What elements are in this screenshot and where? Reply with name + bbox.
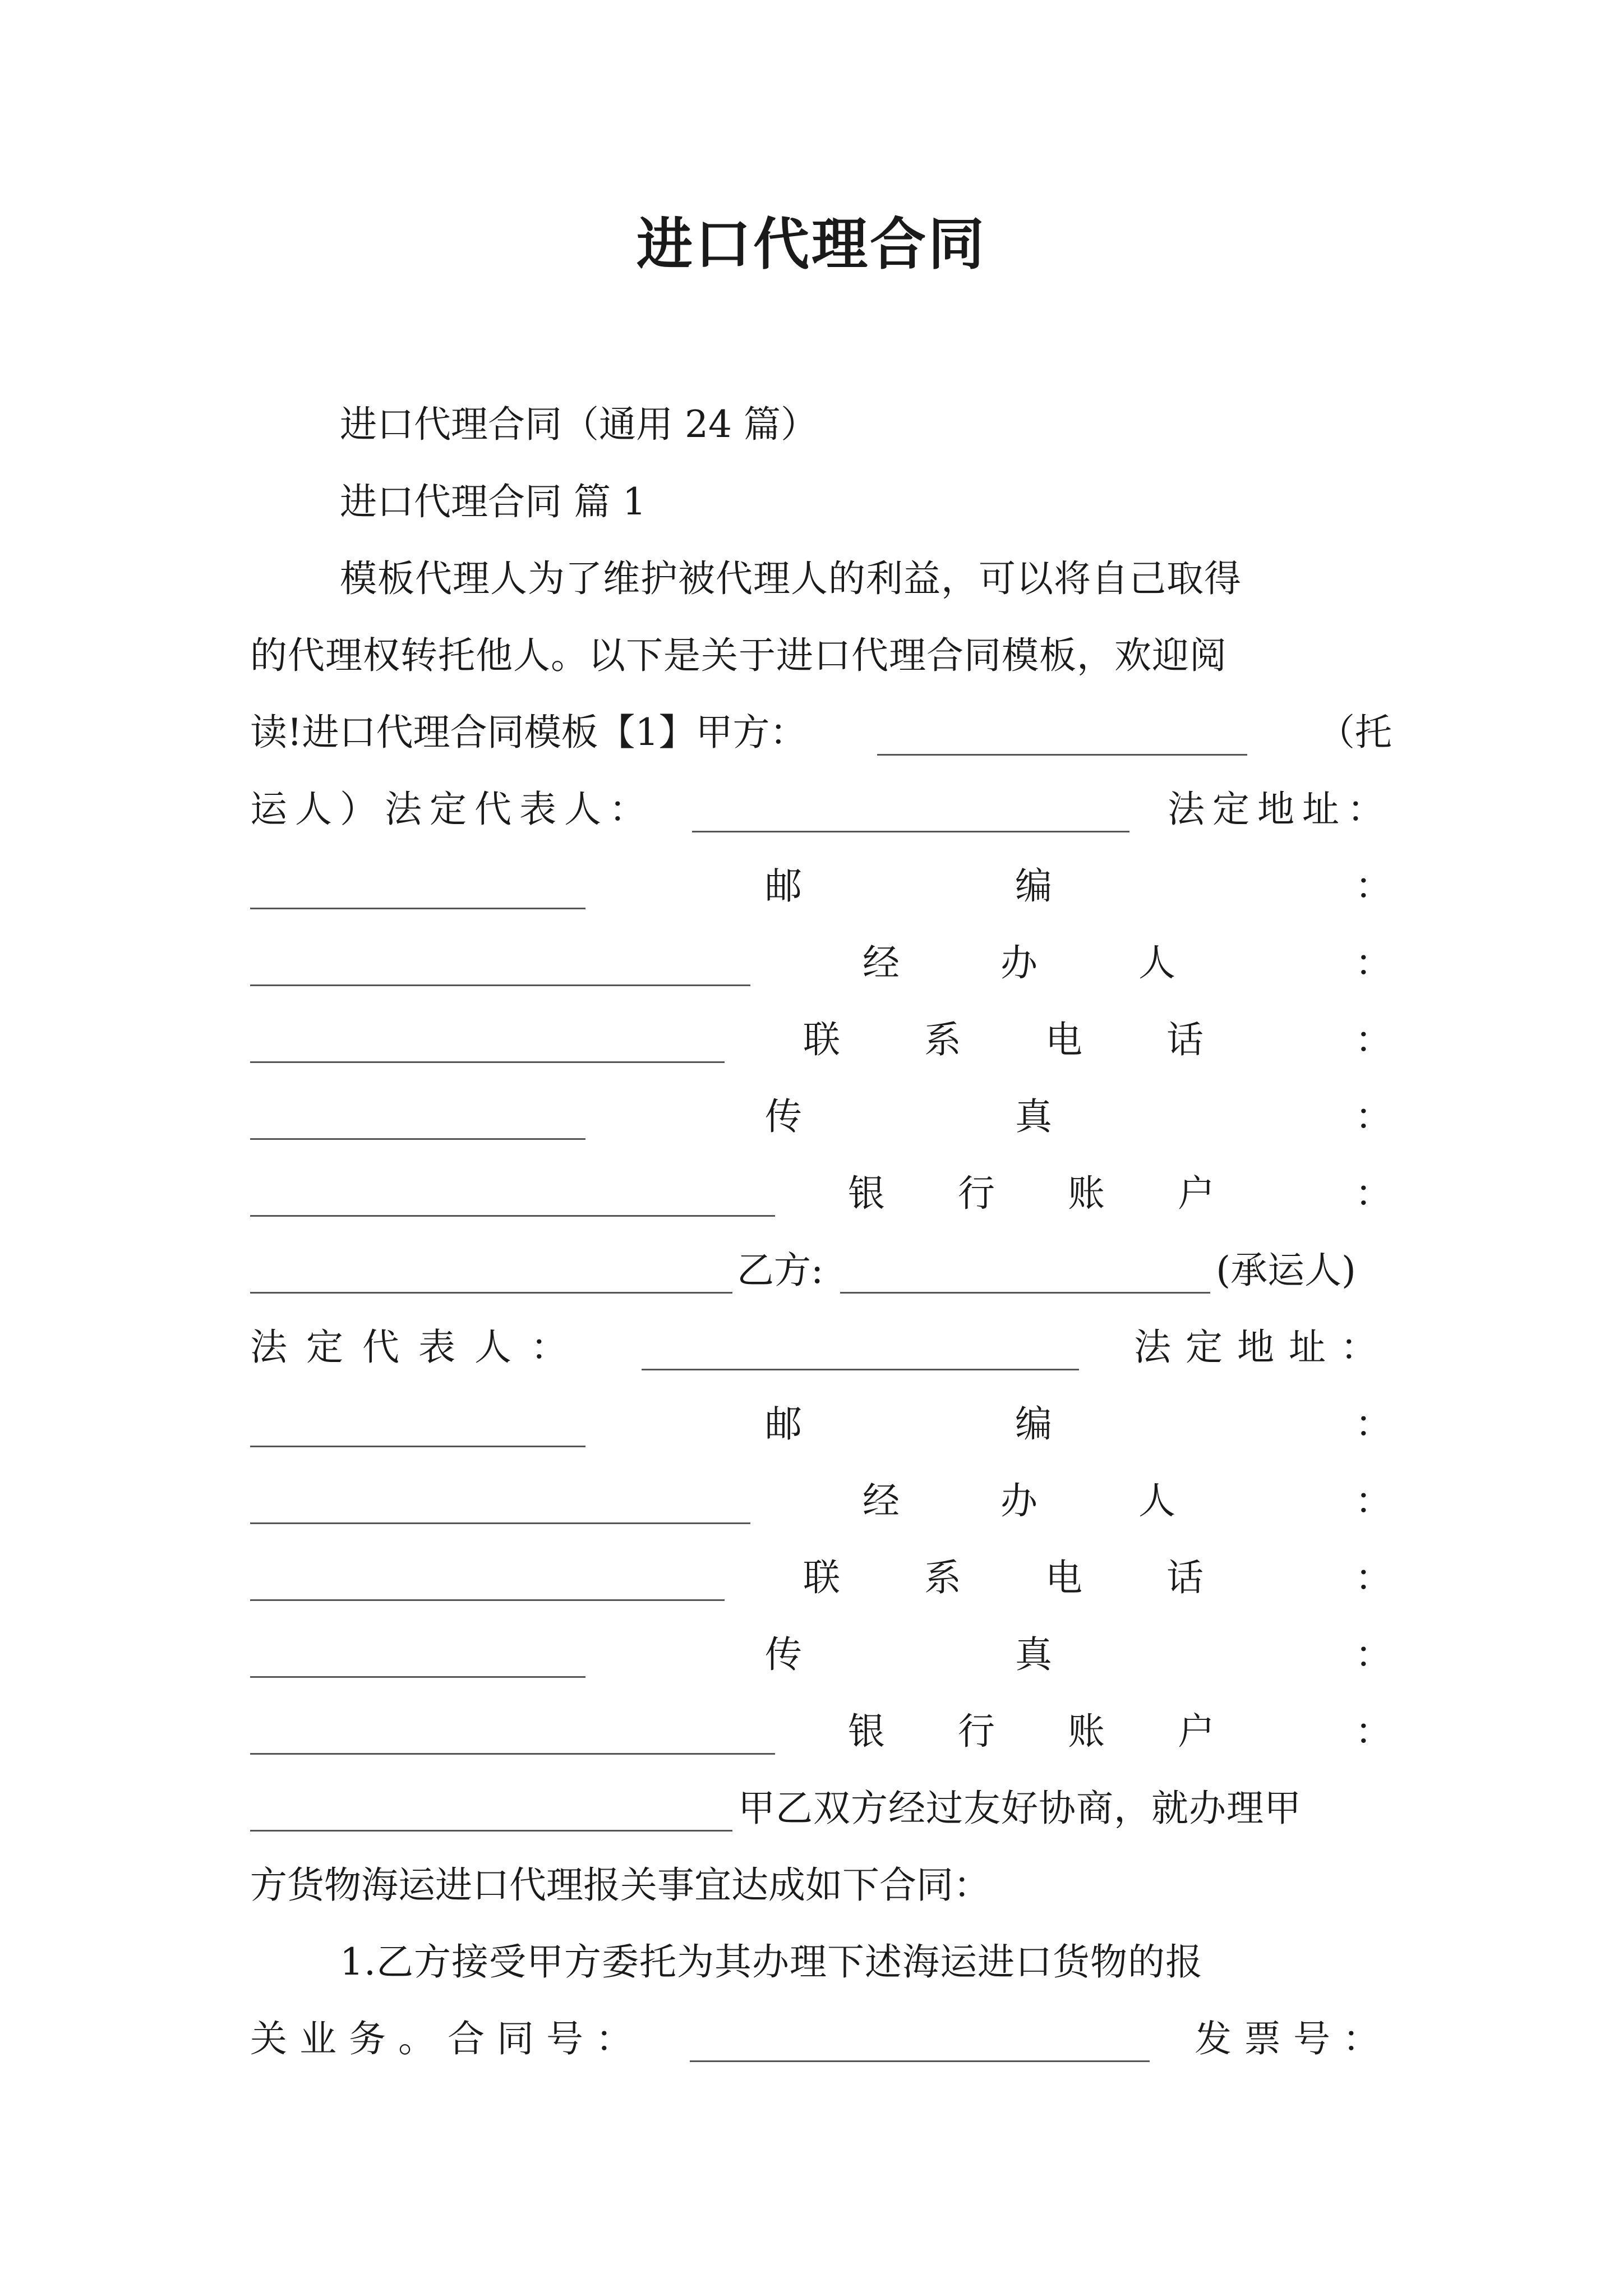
handler-colon-2: ： [1355, 1479, 1392, 1522]
party-b-phone-line [250, 1535, 1392, 1599]
party-b-address-blank[interactable] [250, 1410, 585, 1447]
handler-colon: ： [1355, 941, 1392, 984]
party-b-bank-line [250, 1688, 1392, 1753]
party-b-bank-blank[interactable] [250, 1794, 732, 1832]
phone-label-2: 联系电话 [803, 1556, 1288, 1599]
intro-text-3: 读!进口代理合同模板【1】甲方： [250, 711, 807, 754]
agreement-line-2 [250, 1842, 1392, 1907]
contract-number-blank[interactable] [690, 2024, 1150, 2062]
agreement-text-1: 甲乙双方经过友好协商，就办理甲 [738, 1787, 1302, 1830]
bank-colon-2: ： [1355, 1710, 1392, 1753]
intro-line-1 [250, 536, 1392, 600]
clause-1-text-1: 1.乙方接受甲方委托为其办理下述海运进口货物的报 [340, 1940, 1203, 1984]
fax-colon-2: ： [1355, 1633, 1392, 1676]
handler-label-1: 经办人 [863, 941, 1276, 984]
party-b-handler-blank[interactable] [250, 1563, 725, 1601]
fax-colon: ： [1355, 1095, 1392, 1138]
party-b-fax-line [250, 1612, 1392, 1676]
bank-label-1: 银行账户 [848, 1172, 1288, 1215]
party-b-legal-rep-label: 法定代表人： [250, 1326, 587, 1369]
phone-colon-2: ： [1355, 1556, 1392, 1599]
postcode-colon-2: ： [1355, 1402, 1392, 1446]
party-a-bank-blank[interactable] [250, 1256, 732, 1294]
party-b-name-blank[interactable] [840, 1256, 1210, 1294]
postcode-label-2: 邮编 [765, 1402, 1265, 1446]
clause-1-line-2 [250, 1996, 1392, 2058]
party-a-legal-rep-blank[interactable] [692, 795, 1129, 832]
party-b-address-label: 法定地址： [1134, 1326, 1392, 1369]
party-b-line [250, 1227, 1392, 1292]
party-b-postcode-blank[interactable] [250, 1487, 750, 1524]
agreement-text-2: 方货物海运进口代理报关事宜达成如下合同： [250, 1864, 990, 1907]
party-a-postcode-blank[interactable] [250, 949, 750, 986]
party-b-fax-blank[interactable] [250, 1717, 775, 1755]
phone-label-1: 联系电话 [803, 1018, 1288, 1061]
party-a-bank-line [250, 1151, 1392, 1215]
invoice-number-label: 发票号： [1195, 2017, 1392, 2060]
handler-label-2: 经办人 [863, 1479, 1276, 1522]
party-a-handler-line [250, 920, 1392, 982]
bank-label-2: 银行账户 [848, 1710, 1288, 1753]
intro-text-1: 模板代理人为了维护被代理人的利益，可以将自己取得 [340, 557, 1242, 600]
fax-label-2: 传真 [765, 1633, 1265, 1676]
postcode-label-1: 邮编 [765, 864, 1265, 908]
carrier-label: (承运人) [1216, 1249, 1356, 1292]
party-a-fax-blank[interactable] [250, 1179, 775, 1217]
subtitle-line [250, 381, 1392, 446]
intro-line-2 [250, 613, 1392, 677]
party-b-label: 乙方: [737, 1249, 824, 1292]
shipper-legal-rep-label: 运人）法定代表人： [250, 788, 654, 831]
party-a-name-blank[interactable] [877, 718, 1247, 756]
bank-colon: ： [1355, 1172, 1392, 1215]
party-a-address-blank[interactable] [250, 872, 585, 909]
subtitle: 进口代理合同（通用 24 篇） [340, 403, 818, 446]
agreement-line-1 [250, 1765, 1392, 1830]
party-b-phone-blank[interactable] [250, 1640, 585, 1678]
party-a-rep-line [250, 766, 1392, 831]
section-heading: 进口代理合同 篇 1 [340, 480, 646, 523]
party-a-phone-line [250, 997, 1392, 1059]
contract-number-label: 关业务。合同号： [250, 2017, 645, 2060]
clause-1-line-1 [250, 1919, 1392, 1984]
party-b-handler-line [250, 1458, 1392, 1520]
party-a-handler-blank[interactable] [250, 1025, 725, 1063]
party-a-fax-line [250, 1074, 1392, 1138]
fax-label-1: 传真 [765, 1095, 1265, 1138]
party-a-postcode-line [250, 843, 1392, 908]
party-a-phone-blank[interactable] [250, 1102, 585, 1140]
intro-line-3 [250, 689, 1392, 754]
party-a-address-label: 法定地址： [1168, 788, 1392, 831]
postcode-colon: ： [1355, 864, 1392, 908]
intro-text-2: 的代理权转托他人。以下是关于进口代理合同模板，欢迎阅 [250, 634, 1227, 677]
section-heading-line [250, 459, 1392, 521]
phone-colon: ： [1355, 1018, 1392, 1061]
document-title: 进口代理合同 [637, 211, 986, 277]
shipper-open-label: （托 [1317, 711, 1392, 754]
party-b-postcode-line [250, 1381, 1392, 1446]
party-b-legal-rep-blank[interactable] [642, 1333, 1079, 1370]
party-b-rep-line [250, 1304, 1392, 1369]
